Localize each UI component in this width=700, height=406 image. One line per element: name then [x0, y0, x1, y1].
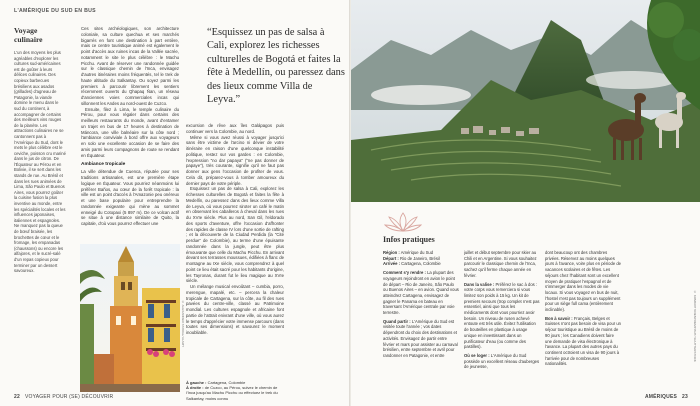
page-number-right: 23	[682, 394, 688, 400]
col2-para-1: excursion de rêve aux îles Galápagos puis continuer vers la Colombie, au nord.	[186, 123, 284, 134]
caption-right-text: de Cuzco, au Pérou, suivez le chemin de l'Inca jusqu'au Machu Picchu ou effectuez le trek du Salkantay, moins connu	[186, 385, 278, 401]
caption-left-text: Cartagena, Colombie	[207, 380, 246, 385]
col1-subheading: Ambiance tropicale	[81, 162, 126, 168]
col2-para-2: Même si vous avez réussi à voyager jusqu'ici sans être victime de l'arcino ni dévier de votre itinéraire en raison d'une quelconque instabilité politique, restez sur vos gardes : en Colombie, l'expression "no dar papaya" ("ne pas donner de papaye"), très courante, signifie qu'il ne faut pas donner aux gens l'occasion de profiter de vous. Cela dit, préparez-vous à tomber amoureux du dernier pays de votre périple.	[186, 134, 284, 186]
info-quand-cont: juillet et début septembre pour skier au Chili et en Argentine. Si vous souhaitez parcourir le classique chemin de l'Inca, sachez qu'il ferme chaque année en février.	[464, 250, 537, 278]
machu-picchu-photo	[351, 0, 700, 202]
info-comment: Comment s'y rendre : La plupart des voyageurs rejoindront en avion le point de départ – Rio de Janeiro, São Paulo ou Buenos Aires – en avion. Quand vous atteindrez Cartagena, envisagez de gagner le Panama en bateau en traversant l'Amérique centrale par voie terrestre.	[383, 270, 459, 316]
infos-column-2	[464, 250, 540, 394]
footer-left	[14, 394, 113, 400]
section-header: L'AMÉRIQUE DU SUD EN BUS	[14, 8, 96, 14]
article-column-1	[81, 26, 179, 240]
section-name: AMÉRIQUES	[644, 394, 678, 400]
cartagena-photo	[80, 244, 180, 392]
publication-title: VOYAGER POUR (SE) DÉCOUVRIR	[24, 394, 114, 400]
col1-para-3: La ville détendue de Cuenca, réputée pour ses traditions artisanales, est une première étape logique en Équateur. Vous pourriez néanmoins lui préférer Baños, au cœur de la forêt tropicale : la ville est un point d'accès à l'Amazonie peu onéreux et une base populaire pour entreprendre la randonnée exigeante qui mène au sommet enneigé du Cotopaxi (5 897 m). De ce volcan actif se situe à une distance similaire de Quito, la capitale, d'où vous pourrez effectuer une	[81, 169, 179, 226]
footer-right	[645, 394, 688, 400]
info-loger: Où se loger : L'Amérique du Sud possède un excellent réseau d'auberges de jeunesse,	[464, 352, 540, 370]
lotus-icon	[383, 211, 423, 233]
col2-para-4: Un mélange musical envoûtant – cumbia, porro, merengue, mapalé, etc. – percera la chaleur tropicale de Cartagena, sur la côte, au fil des rues pavées du centre-ville, classé au Patrimoine mondial. Les cultures espagnole et africaine font partie de l'attrait enivrant d'une ville, où vous aurez le temps d'apprécier votre immense parcours (dans toutes ses dimensions) et savourez le moment inoubliable.	[186, 284, 284, 335]
page-number-left: 22	[14, 394, 20, 400]
article-column-2	[186, 123, 284, 378]
caption-left-label: À gauche :	[186, 380, 207, 385]
sidebar-box	[14, 26, 66, 386]
info-arrivee: Arrivée : Cartagena, Colombie	[383, 261, 441, 267]
info-bon-a-savoir: Bon à savoir : Français, Belges et Suisses n'ont pas besoin de visa pour un séjour touristique au Brésil de moins de 90 jours ; les Canadiens doivent faire une demande de visa électronique à l'avance. La plupart des autres pays du continent octroient un visa de 90 jours à l'arrivée pour de nombreuses nationalités.	[545, 315, 621, 367]
col1-para-1: Ces sites archéologiques, son architecture coloniale, sa culture quechua et ses marchés bigarrés en font une destination à part entière, mais ce centre touristique animé est également le point d'accès aux ruines incas de la Vallée sacrée, notamment le site le plus célèbre : le Machu Picchu. Avant de réserver une randonnée guidée sur le classique chemin de l'Inca, envisagez d'autres itinéraires moins fréquentés, tel le trek de haute altitude du Salkantay. Ou soyez parmi les premiers à parcourir librement les sentiers récemment ouverts du Qhapaq Ñan, un réseau d'anciennes voies commerciales incas qui sillonnent les Andes au nord-ouest de Cuzco.	[81, 26, 179, 106]
info-depart: Départ : Rio de Janeiro, Brésil	[383, 255, 440, 261]
pull-quote: “Esquissez un pas de salsa à Cali, explorez les richesses culturelles de Bogotá et faites la fête à Medellín, ou paressez dans des lieux comme Villa de Leyva.”	[207, 27, 345, 106]
col2-para-3: Esquissez un pas de salsa à Cali, explorez les richesses culturelles de Bogotá et faites la fête à Medellín, ou paressez dans des lieux comme Villa de Leyva, où vous pourrez siroter un café le matin en observant les caballeros à cheval dans les rues du XVIe siècle. Plus au nord, San Gil, l'eldorado des sports d'aventure, offre l'occasion d'affronter des rapides de classe IV lors d'une sortie de rafting ; et la découverte de la Ciudad Perdida (la "Cité perdue" de Colombie), au terme d'une épuisante randonnée dans la jungle, peut être plus émouvante que celle du Machu Picchu. En arrivant devant ses terrasses moussues, édifiées à flanc de montagne au IXe siècle, vous comprendrez à quel point ce lieu était sacré pour les habitants d'origine, les Tayronas, durant fut le lieu magique au XVIe siècle.	[186, 186, 284, 284]
photo-credit-left: © ALEXANDER STANGL/ ALAMY	[181, 300, 185, 348]
infos-column-3	[545, 250, 621, 394]
photo-credit-right: © KOMKRIT NOENPOEMPISUT/ SHUTTERSTOCK	[693, 290, 697, 362]
col1-para-2: Ensuite, filez à Lima, le temple culinaire du Pérou, pour vous régaler dans certains des meilleurs restaurants du monde, avant d'entamer un trajet en bus de 17 heures à destination de Máncora, une ville balnéaire sur la côte nord ; l'ambiance conviviale à bord offre aux voyageurs en solo une excellente occasion de se faire des amis parmi leurs compagnons de route se rendant en Équateur.	[81, 106, 179, 158]
caption-right-label: À droite :	[186, 385, 204, 391]
infos-title: Infos pratiques	[383, 235, 435, 244]
sidebar-text: L'un des moyens les plus agréables d'explorer les cultures sud-américaines est de goûter à leurs délices culinaires. Des copieux barbecues brésiliens aux asados (grillades) d'agneau de Patagonie, la viande domine le menu dans le sud du continent, à accompagner de certains des meilleurs vins rouges de la planète. Les attractions culinaires ne se cantonnent pas à l'Amérique du Sud, dont le mets le plus célèbre est le ceviche, poisson cru mariné dans le jus de citron. De l'Équateur au Pérou et en Bolivie, il se sert dans les stands de rue. Au Brésil et dans les rues animées de Lima, São Paulo et Buenos Aires, vous pourrez goûter la cuisine fusion la plus inventive au monde, entre les spécialités locales et les influences japonaises, italiennes et espagnoles. Ne manquez pas la queue de bœuf braisée, les brochettes de cœur et le fromage, les empanadas (chaussons) ou encore les alfajores, et le sucré-salé d'un repas copieux pour terminer par un dessert savoureux.	[14, 50, 66, 274]
infos-column-1	[383, 250, 459, 394]
sidebar-title: Voyage culinaire	[14, 26, 43, 44]
info-valise: Dans la valise : Préférez le sac à dos : votre corps vous remerciera si vous limitez son poids à 15 kg. Un kit de premiers secours (trop complet n'est pas essentiel, ainsi que tous les médicaments dont vous pourriez avoir besoin. Un niveau de rusen achevé entoute est très utile. Évitez l'utilisation de bouteilles en plastique à usage unique en investissant dans un purificateur d'eau (ou comme des pastilles).	[464, 281, 540, 350]
info-region: Région : Amérique du Sud	[383, 250, 434, 255]
photo-caption	[186, 380, 286, 401]
info-loger-cont: dont beaucoup ont des chambres privées. Réservez au moins quelques jours à l'avance, voire plus en période de vacances scolaires et de fêtes. Les séjours chez l'habitant sont un excellent moyen de pratiquer l'espagnol et de s'immerger dans les modes de vie locaux. Si vous voyagez en bus de nuit, l'hostel n'est pas toujours un supplément pour un siège full cama (entièrement inclinable).	[545, 250, 621, 313]
info-quand: Quand partir : L'Amérique du Sud est visitée toute l'année ; vos dates dépendront du choix des destinations et activités. Envisagez de partir entre février et mars pour assister au carnaval brésilien, entre septembre et avril pour randonner en Patagonie, et entre	[383, 318, 458, 358]
